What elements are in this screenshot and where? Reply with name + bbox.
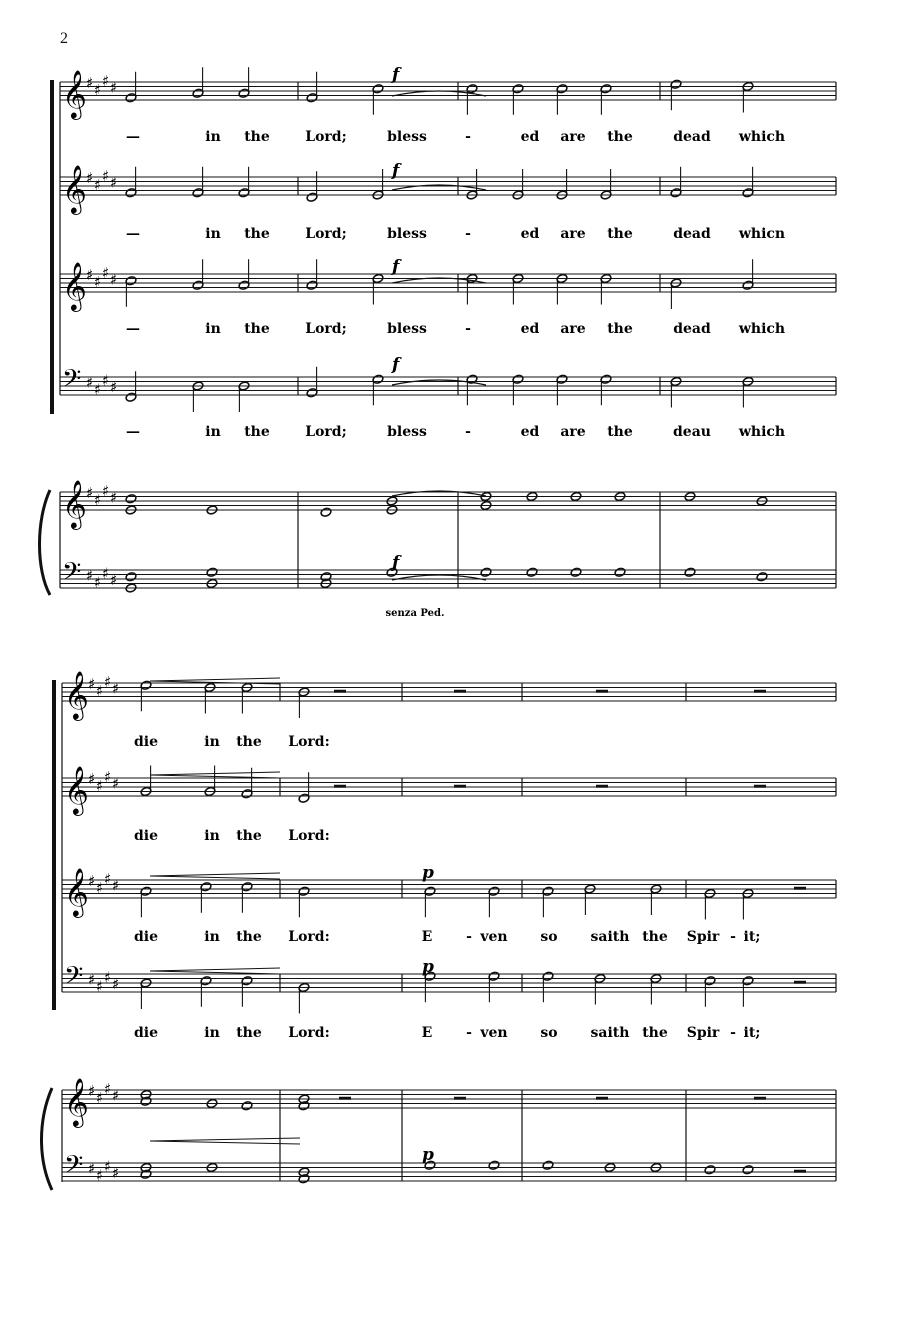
- half-rest: [596, 1097, 608, 1100]
- note-s2-v3: [488, 886, 500, 917]
- lyric-word: ed: [520, 424, 540, 440]
- sharp-icon: ♯: [96, 977, 104, 996]
- notehead: [742, 1165, 754, 1175]
- staff-system2-6: [62, 1151, 836, 1186]
- sharp-icon: ♯: [102, 481, 110, 500]
- note-s1-v3: [125, 276, 137, 307]
- lyric-word: -: [465, 226, 471, 242]
- sharp-icon: ♯: [112, 774, 120, 793]
- note-s1-v3: [238, 259, 250, 290]
- half-rest: [334, 690, 346, 693]
- decrescendo-hairpin: [150, 873, 280, 879]
- notehead: [320, 507, 332, 517]
- note-piano-bass: [570, 567, 582, 577]
- lyric-word: Lord:: [288, 929, 330, 945]
- notehead: [480, 567, 492, 577]
- note-s1-v1: [372, 84, 384, 115]
- notehead: [542, 1160, 554, 1170]
- lyric-word: Lord;: [305, 129, 347, 145]
- notehead: [756, 572, 768, 582]
- tie: [392, 380, 486, 385]
- sharp-icon: ♯: [110, 270, 118, 289]
- sharp-icon: ♯: [112, 975, 120, 993]
- lyric-word: —: [126, 226, 140, 242]
- note-s1-v4: [512, 374, 524, 405]
- lyric-word: -: [466, 929, 472, 945]
- note-piano-bass: [526, 567, 538, 577]
- lyrics-and-dynamics: [126, 65, 785, 1165]
- lyric-word: dead: [673, 321, 711, 337]
- sharp-icon: ♯: [110, 488, 118, 507]
- sharp-icon: ♯: [104, 1157, 112, 1176]
- sharp-icon: ♯: [112, 1086, 120, 1105]
- sharp-icon: ♯: [104, 1079, 112, 1098]
- lyric-word: ven: [480, 929, 508, 945]
- staff-system2-2: [62, 765, 836, 816]
- lyric-word: in: [204, 929, 220, 945]
- lyric-word: so: [540, 1025, 558, 1041]
- note-s2-v4: [200, 976, 212, 1007]
- lyric-word: are: [560, 129, 586, 145]
- note-piano2-bass: [488, 1160, 500, 1170]
- note-s1-v2: [125, 167, 137, 198]
- bass-clef-icon: 𝄢: [64, 1150, 84, 1186]
- sharp-icon: ♯: [86, 566, 94, 585]
- lyric-word: in: [205, 226, 221, 242]
- note-piano2-bass: [542, 1160, 554, 1170]
- note-s1-v2: [192, 167, 204, 198]
- lyric-word: die: [133, 1025, 159, 1041]
- staff-system2-3: [62, 867, 836, 918]
- sharp-icon: ♯: [102, 564, 110, 583]
- lyric-word: whicn: [738, 226, 786, 242]
- staff-lines: [40, 69, 837, 1190]
- lyric-word: Lord;: [305, 226, 347, 242]
- note-s2-v4: [742, 976, 754, 1007]
- lyric-word: in: [204, 1025, 220, 1041]
- note-s1-v4: [306, 367, 318, 398]
- notehead: [241, 1101, 253, 1111]
- note-s1-v2: [742, 167, 754, 198]
- half-rest: [454, 690, 466, 693]
- lyric-word: saith: [590, 1025, 630, 1041]
- sharp-icon: ♯: [112, 679, 120, 698]
- sharp-icon: ♯: [96, 1088, 104, 1107]
- note-s1-v1: [670, 79, 682, 110]
- half-rest: [596, 690, 608, 693]
- lyric-word: in: [205, 321, 221, 337]
- sharp-icon: ♯: [96, 776, 104, 795]
- lyric-word: —: [126, 321, 140, 337]
- sharp-icon: ♯: [102, 263, 110, 282]
- treble-clef-icon: 𝄞: [64, 670, 89, 719]
- half-rest: [339, 1097, 351, 1100]
- lyric-word: Spir: [686, 1025, 720, 1041]
- sharp-icon: ♯: [88, 872, 96, 890]
- lyric-word: which: [738, 129, 786, 145]
- dynamic-forte: f: [392, 257, 400, 277]
- lyric-word: Lord:: [288, 828, 330, 844]
- sharp-icon: ♯: [96, 878, 104, 897]
- lyric-word: the: [236, 734, 262, 750]
- lyric-word: it;: [743, 1025, 761, 1041]
- lyric-word: -: [465, 424, 471, 440]
- pedal-marking: senza Ped.: [385, 608, 445, 619]
- sharp-icon: ♯: [88, 1159, 96, 1178]
- note-s2-v3: [542, 886, 554, 917]
- note-piano2-bass: [742, 1165, 754, 1175]
- sharp-icon: ♯: [86, 169, 94, 187]
- lyric-word: the: [244, 424, 270, 440]
- treble-clef-icon: 𝄞: [62, 261, 87, 310]
- notehead: [488, 1160, 500, 1170]
- note-piano-treble: [125, 494, 137, 504]
- page-number: 2: [60, 30, 68, 47]
- lyric-word: in: [204, 828, 220, 844]
- lyric-word: the: [607, 321, 633, 337]
- staff-system2-1: [62, 670, 836, 721]
- lyric-word: —: [126, 424, 140, 440]
- note-piano-bass: [684, 567, 696, 577]
- half-rest: [794, 1170, 806, 1173]
- lyric-word: ed: [520, 321, 540, 337]
- note-s2-v4: [542, 971, 554, 1002]
- dynamic-piano: p: [422, 1145, 434, 1165]
- lyric-word: die: [133, 828, 159, 844]
- staff-system1-3: [60, 261, 836, 312]
- treble-clef-icon: 𝄞: [62, 164, 87, 213]
- note-s1-v4: [125, 371, 137, 402]
- lyric-word: -: [465, 321, 471, 337]
- dynamic-forte: f: [392, 553, 400, 573]
- note-s2-v3: [424, 886, 436, 917]
- notehead: [206, 567, 218, 577]
- note-s1-v1: [512, 84, 524, 115]
- note-s2-v2: [298, 772, 310, 803]
- dynamic-piano: p: [422, 863, 434, 883]
- staff-system1-1: [60, 69, 836, 120]
- note-piano-bass: [125, 572, 137, 582]
- lyric-word: Spir: [686, 929, 720, 945]
- lyric-word: bless: [387, 424, 427, 440]
- lyric-word: E: [421, 929, 433, 945]
- decrescendo-hairpin: [150, 968, 280, 974]
- half-rest: [454, 785, 466, 788]
- lyric-word: dead: [673, 226, 711, 242]
- sharp-icon: ♯: [86, 373, 94, 392]
- note-piano-treble: [320, 507, 332, 517]
- note-s1-v3: [742, 259, 754, 290]
- note-s2-v1: [140, 680, 152, 711]
- lyric-word: ven: [480, 1025, 508, 1041]
- lyric-word: —: [126, 129, 140, 145]
- lyric-word: in: [204, 734, 220, 750]
- note-piano-bass: [480, 567, 492, 577]
- sharp-icon: ♯: [94, 272, 102, 291]
- half-rest: [754, 785, 766, 788]
- staff-system1-2: [60, 164, 836, 215]
- lyric-word: bless: [387, 129, 427, 145]
- lyric-word: the: [607, 226, 633, 242]
- lyric-word: the: [642, 929, 668, 945]
- note-piano2-bass: [704, 1165, 716, 1175]
- lyric-word: -: [730, 929, 736, 945]
- note-s1-v4: [556, 374, 568, 405]
- half-rest: [794, 981, 806, 984]
- lyric-word: it;: [743, 929, 761, 945]
- sharp-icon: ♯: [110, 173, 118, 192]
- lyric-word: the: [244, 226, 270, 242]
- lyric-word: are: [560, 321, 586, 337]
- note-s1-v1: [600, 84, 612, 115]
- note-s1-v4: [466, 374, 478, 405]
- note-s1-v2: [306, 171, 318, 202]
- lyric-word: ed: [520, 129, 540, 145]
- note-s1-v4: [372, 374, 384, 405]
- lyric-word: deau: [673, 424, 711, 440]
- lyric-word: die: [133, 734, 159, 750]
- sharp-icon: ♯: [102, 371, 110, 390]
- note-s2-v3: [241, 882, 253, 913]
- half-rest: [334, 785, 346, 788]
- treble-clef-icon: 𝄞: [64, 867, 89, 916]
- note-piano2-treble: [241, 1101, 253, 1111]
- lyric-word: are: [560, 226, 586, 242]
- lyric-word: Lord:: [288, 1025, 330, 1041]
- dynamic-forte: f: [392, 355, 400, 375]
- piano-brace-2: [42, 1088, 53, 1190]
- half-rest: [596, 785, 608, 788]
- treble-clef-icon: 𝄞: [64, 1077, 89, 1126]
- sharp-icon: ♯: [94, 490, 102, 509]
- lyric-word: are: [560, 424, 586, 440]
- sharp-icon: ♯: [86, 74, 94, 92]
- sharp-icon: ♯: [102, 166, 110, 185]
- staff-system1-5: [60, 479, 836, 530]
- sharp-icon: ♯: [88, 970, 96, 989]
- lyric-word: which: [738, 321, 786, 337]
- note-s1-v2: [670, 167, 682, 198]
- lyric-word: ed: [520, 226, 540, 242]
- note-s2-v3: [200, 882, 212, 913]
- sharp-icon: ♯: [104, 968, 112, 987]
- lyric-word: -: [465, 129, 471, 145]
- staff-system2-5: [62, 1077, 836, 1128]
- lyric-word: the: [236, 1025, 262, 1041]
- dynamic-forte: f: [392, 65, 400, 85]
- note-s1-v3: [306, 259, 318, 290]
- sharp-icon: ♯: [94, 80, 102, 99]
- note-s2-v4: [488, 971, 500, 1002]
- lyric-word: in: [205, 424, 221, 440]
- lyric-word: the: [236, 929, 262, 945]
- sharp-icon: ♯: [88, 770, 96, 788]
- sharp-icon: ♯: [112, 876, 120, 895]
- sharp-icon: ♯: [110, 378, 118, 396]
- sharp-icon: ♯: [112, 1164, 120, 1182]
- staff-system2-4: [62, 962, 836, 997]
- sharp-icon: ♯: [94, 175, 102, 194]
- half-rest: [794, 887, 806, 890]
- sharp-icon: ♯: [94, 380, 102, 399]
- lyric-word: the: [244, 321, 270, 337]
- notehead: [684, 567, 696, 577]
- lyric-word: dead: [673, 129, 711, 145]
- lyric-word: in: [205, 129, 221, 145]
- note-s1-v3: [192, 259, 204, 290]
- lyric-word: the: [607, 424, 633, 440]
- note-s1-v1: [556, 84, 568, 115]
- sharp-icon: ♯: [110, 571, 118, 589]
- dynamic-forte: f: [392, 161, 400, 181]
- half-rest: [454, 1097, 466, 1100]
- sharp-icon: ♯: [96, 1166, 104, 1185]
- sharp-icon: ♯: [96, 681, 104, 700]
- lyric-word: saith: [590, 929, 630, 945]
- lyric-word: -: [466, 1025, 472, 1041]
- note-s1-v1: [125, 72, 137, 103]
- lyric-word: the: [244, 129, 270, 145]
- note-piano-bass: [614, 567, 626, 577]
- bass-clef-icon: 𝄢: [64, 961, 84, 997]
- bass-clef-icon: 𝄢: [62, 557, 82, 593]
- lyric-word: Lord:: [288, 734, 330, 750]
- treble-clef-icon: 𝄞: [62, 69, 87, 118]
- sharp-icon: ♯: [86, 266, 94, 284]
- note-piano-bass: [206, 567, 218, 577]
- piano-brace: [40, 490, 51, 595]
- notehead: [125, 494, 137, 504]
- note-s2-v3: [140, 886, 152, 917]
- lyric-word: Lord;: [305, 321, 347, 337]
- note-s1-v1: [466, 84, 478, 115]
- decrescendo-hairpin: [150, 1138, 300, 1144]
- sharp-icon: ♯: [102, 71, 110, 90]
- note-s1-v4: [600, 374, 612, 405]
- lyric-word: the: [236, 828, 262, 844]
- sharp-icon: ♯: [94, 573, 102, 592]
- notehead: [125, 572, 137, 582]
- note-s1-v1: [238, 67, 250, 98]
- treble-clef-icon: 𝄞: [62, 479, 87, 528]
- lyric-word: the: [642, 1025, 668, 1041]
- note-s2-v4: [704, 976, 716, 1007]
- lyric-word: E: [421, 1025, 433, 1041]
- lyric-word: bless: [387, 321, 427, 337]
- staff-system1-4: [60, 365, 836, 400]
- lyric-word: so: [540, 929, 558, 945]
- note-s1-v1: [192, 67, 204, 98]
- lyric-word: die: [133, 929, 159, 945]
- sharp-icon: ♯: [104, 869, 112, 888]
- note-s1-v1: [306, 72, 318, 103]
- half-rest: [754, 1097, 766, 1100]
- lyric-word: -: [730, 1025, 736, 1041]
- dynamic-piano: p: [422, 957, 434, 977]
- sharp-icon: ♯: [86, 484, 94, 502]
- notehead: [570, 567, 582, 577]
- notehead: [526, 567, 538, 577]
- bass-clef-icon: 𝄢: [62, 364, 82, 400]
- notehead: [614, 567, 626, 577]
- half-rest: [754, 690, 766, 693]
- sharp-icon: ♯: [88, 675, 96, 693]
- lyric-word: which: [738, 424, 786, 440]
- note-s2-v3: [298, 886, 310, 917]
- sharp-icon: ♯: [88, 1082, 96, 1100]
- lyric-word: the: [607, 129, 633, 145]
- treble-clef-icon: 𝄞: [64, 765, 89, 814]
- note-piano-bass: [756, 572, 768, 582]
- notehead: [704, 1165, 716, 1175]
- lyric-word: bless: [387, 226, 427, 242]
- sharp-icon: ♯: [104, 672, 112, 691]
- lyric-word: Lord;: [305, 424, 347, 440]
- note-s2-v4: [241, 976, 253, 1007]
- sharp-icon: ♯: [110, 78, 118, 97]
- sharp-icon: ♯: [104, 767, 112, 786]
- note-s1-v2: [238, 167, 250, 198]
